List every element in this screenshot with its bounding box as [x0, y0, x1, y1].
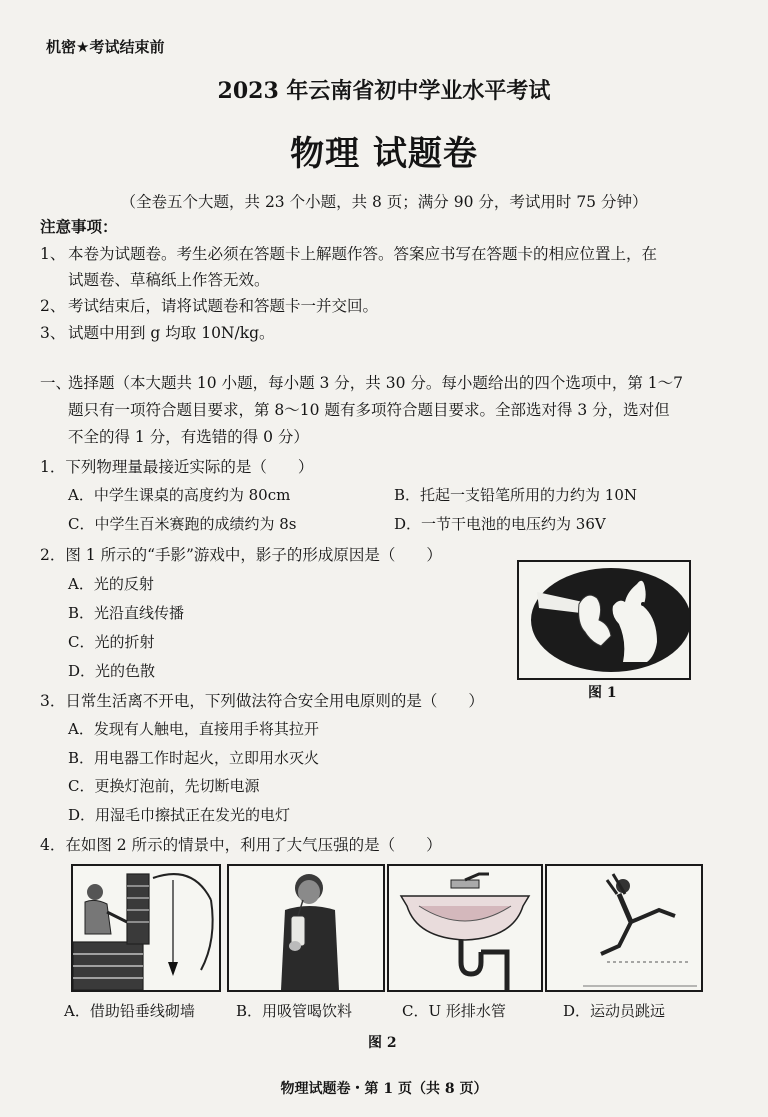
figure-1-hand-shadow	[517, 560, 691, 680]
page-footer: 物理试题卷・第 1 页（共 8 页）	[280, 1081, 488, 1097]
drinking-straw-illustration	[229, 866, 383, 990]
note-3-number: 3、	[40, 324, 66, 342]
question-2-option-c: C．光的折射	[68, 633, 155, 651]
question-2-stem: 2．图 1 所示的“手影”游戏中，影子的形成原因是（ ）	[40, 546, 442, 564]
section-1-number: 一、	[40, 374, 72, 392]
note-1-line-1: 本卷为试题卷。考生必须在答题卡上解题作答。答案应书写在答题卡的相应位置上，在	[68, 245, 658, 263]
question-4-option-c: C．U 形排水管	[402, 1002, 506, 1020]
question-1-stem: 1．下列物理量最接近实际的是（ ）	[40, 458, 314, 476]
question-3-option-c: C．更换灯泡前，先切断电源	[68, 777, 260, 795]
question-1-option-a: A．中学生课桌的高度约为 80cm	[68, 486, 291, 504]
question-3-option-a: A．发现有人触电，直接用手将其拉开	[68, 720, 319, 738]
question-4-option-b: B．用吸管喝饮料	[236, 1002, 353, 1020]
figure-2a-plumb-line-wall	[71, 864, 221, 992]
figure-1-label: 图 1	[588, 685, 617, 701]
figure-2d-long-jump	[545, 864, 703, 992]
question-4-option-a: A．借助铅垂线砌墙	[64, 1002, 195, 1020]
long-jump-illustration	[547, 866, 701, 990]
figure-2b-drinking-straw	[227, 864, 385, 992]
note-3-line-1: 试题中用到 g 均取 10N/kg。	[68, 324, 275, 342]
u-drain-pipe-illustration	[389, 866, 541, 990]
question-3-option-b: B．用电器工作时起火，立即用水灭火	[68, 749, 320, 767]
question-3-option-d: D．用湿毛巾擦拭正在发光的电灯	[68, 806, 291, 824]
note-2-number: 2、	[40, 297, 66, 315]
section-1-line-3: 不全的得 1 分，有选错的得 0 分）	[68, 428, 309, 446]
question-4-stem: 4．在如图 2 所示的情景中，利用了大气压强的是（ ）	[40, 836, 442, 854]
notes-heading: 注意事项：	[40, 218, 118, 236]
section-1-line-1: 选择题（本大题共 10 小题，每小题 3 分，共 30 分。每小题给出的四个选项中，第 1～7	[68, 374, 684, 392]
question-1-option-d: D．一节干电池的电压约为 36V	[394, 515, 606, 533]
hand-shadow-illustration	[519, 562, 689, 678]
question-3-stem: 3．日常生活离不开电，下列做法符合安全用电原则的是（ ）	[40, 692, 484, 710]
note-1-number: 1、	[40, 245, 66, 263]
question-1-option-b: B．托起一支铅笔所用的力约为 10N	[394, 486, 638, 504]
note-2-line-1: 考试结束后，请将试题卷和答题卡一并交回。	[68, 297, 379, 315]
question-2-option-d: D．光的色散	[68, 662, 156, 680]
exam-info: （全卷五个大题，共 23 个小题，共 8 页；满分 90 分，考试用时 75 分钟）	[120, 193, 648, 211]
question-2-option-b: B．光沿直线传播	[68, 604, 185, 622]
note-1-line-2: 试题卷、草稿纸上作答无效。	[68, 271, 270, 289]
plumb-line-illustration	[73, 866, 219, 990]
question-2-option-a: A．光的反射	[68, 575, 154, 593]
section-1-line-2: 题只有一项符合题目要求，第 8～10 题有多项符合题目要求。全部选对得 3 分，选对但	[68, 401, 670, 419]
confidential-mark: 机密★考试结束前	[46, 38, 165, 56]
subject-title: 物理 试题卷	[290, 134, 478, 174]
figure-2-label: 图 2	[368, 1035, 397, 1051]
figure-2c-u-drain-pipe	[387, 864, 543, 992]
question-4-option-d: D．运动员跳远	[563, 1002, 666, 1020]
question-1-option-c: C．中学生百米赛跑的成绩约为 8s	[68, 515, 297, 533]
exam-title: 2023 年云南省初中学业水平考试	[217, 78, 551, 104]
